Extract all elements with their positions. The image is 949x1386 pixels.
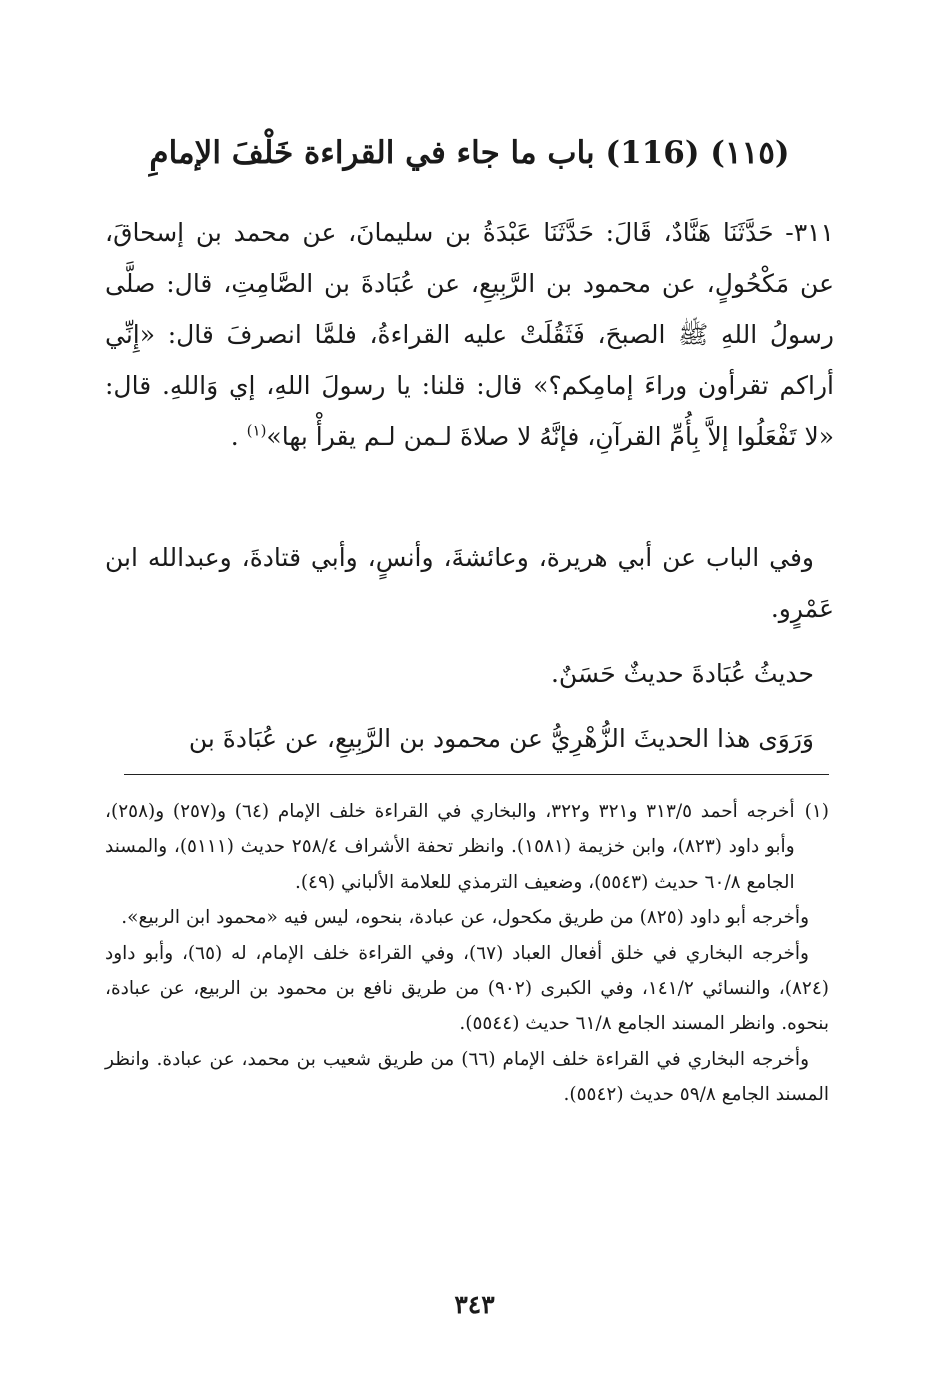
narration-note: وَرَوَى هذا الحديثَ الزُّهْرِيُّ عن محمود بن الرَّبِيعِ، عن عُبَادةَ بن <box>188 724 814 753</box>
footnote-reference[interactable]: (١) <box>246 421 267 440</box>
footnotes-section <box>105 794 829 1113</box>
chapter-related-narrations: وفي الباب عن أبي هريرة، وعائشةَ، وأنسٍ، وأبي قتادةَ، وعبدالله ابن عَمْرٍو. <box>105 543 834 623</box>
footnote-paragraph-2: وأخرجه أبو داود (٨٢٥) من طريق مكحول، عن عبادة، بنحوه، ليس فيه «محمود ابن الربيع». <box>121 907 809 929</box>
footnote-paragraph-3: وأخرجه البخاري في خلق أفعال العباد (٦٧)، وفي القراءة خلف الإمام، له (٦٥)، وأبو داود (٨٢٤)، والنسائي ١٤١/٢، وفي الكبرى (٩٠٢) من طريق نافع بن محمود بن الربيع، عن عبادة، بنحوه. وانظر المسند الجامع ٦١/٨ حديث (٥٥٤٤). <box>105 942 829 1035</box>
chapter-title: (١١٥) (116) باب ما جاء في القراءة خَلْفَ الإمامِ <box>149 135 790 171</box>
footnote-number: (١) <box>804 801 829 822</box>
footnote-paragraph-4: وأخرجه البخاري في القراءة خلف الإمام (٦٦) من طريق شعيب بن محمد، عن عبادة. وانظر المسند الجامع ٥٩/٨ حديث (٥٥٤٢). <box>105 1048 829 1106</box>
footnote-1 <box>105 794 829 900</box>
hadith-end: . <box>230 422 247 451</box>
footnote-divider <box>124 774 829 775</box>
hadith-paragraph <box>105 207 834 462</box>
hadith-text: ٣١١- حَدَّثَنَا هَنَّادٌ، قَالَ: حَدَّثَنَا عَبْدَةُ بن سليمانَ، عن محمد بن إسحاقَ، عن مَكْحُولٍ، عن محمود بن الرَّبِيعِ، عن عُبَادةَ بن الصَّامِتِ، قال: صلَّى رسولُ اللهِ ﷺ الصبحَ، فَثَقُلَتْ عليه القراءةُ، فلمَّا انصرفَ قال: «إِنِّي أراكم تقرأون وراءَ إمامِكم؟» قال: قلنا: يا رسولَ اللهِ، إي وَاللهِ. قال: «لا تَفْعَلُوا إلاَّ بِأُمِّ القرآنِ، فإنَّهُ لا صلاةَ لـمن لـم يقرأْ بها» <box>105 218 834 451</box>
hadith-grade: حديثُ عُبَادةَ حديثٌ حَسَنٌ. <box>550 659 814 688</box>
page-number: ٣٤٣ <box>454 1290 495 1319</box>
footnote-1-text: أخرجه أحمد ٣١٣/٥ و٣٢١ و٣٢٢، والبخاري في القراءة خلف الإمام (٦٤) و(٢٥٧) و(٢٥٨)، وأبو داود (٨٢٣)، وابن خزيمة (١٥٨١). وانظر تحفة الأشراف ٢٥٨/٤ حديث (٥١١١)، والمسند الجامع ٦٠/٨ حديث (٥٥٤٣)، وضعيف الترمذي للعلامة الألباني (٤٩). <box>105 801 795 893</box>
